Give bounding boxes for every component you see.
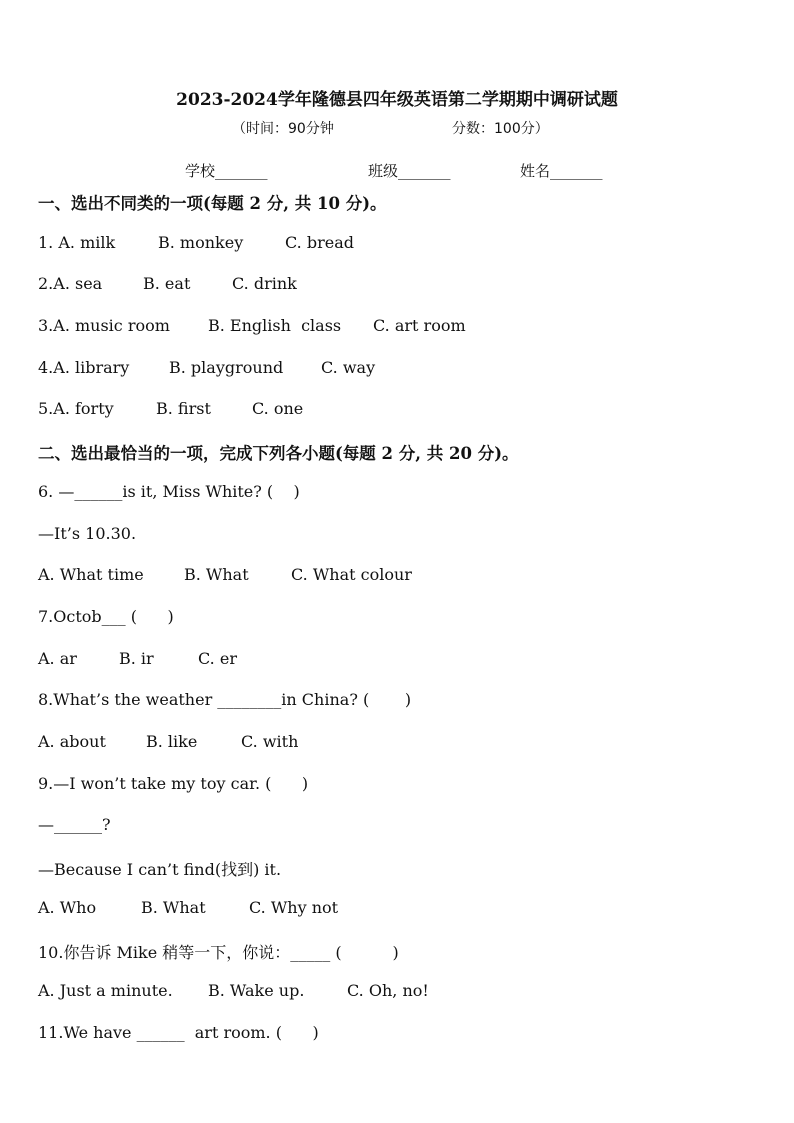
q8-option-c: C. with: [241, 732, 299, 751]
exam-score: 分数：100分）: [452, 121, 549, 137]
q9-option-b: B. What: [141, 898, 206, 917]
q8-option-b: B. like: [146, 732, 198, 751]
q3-option-c: C. art room: [373, 316, 466, 335]
q7-option-b: B. ir: [119, 649, 154, 668]
q5-option-c: C. one: [252, 399, 304, 418]
q1-option-c: C. bread: [285, 233, 354, 252]
q4-option-c: C. way: [321, 358, 376, 377]
q6-answer: —It’s 10.30.: [38, 524, 137, 543]
q9-option-c: C. Why not: [249, 898, 339, 917]
q4-option-a: 4.A. library: [38, 358, 130, 377]
q8-option-a: A. about: [38, 732, 106, 751]
q1-option-b: B. monkey: [158, 233, 244, 252]
q10-option-c: C. Oh, no!: [347, 981, 429, 1000]
school-field: 学校_______: [185, 162, 268, 180]
section1-heading: 一、选出不同类的一项(每题 2 分, 共 10 分)。: [38, 194, 387, 213]
q5-option-b: B. first: [156, 399, 211, 418]
name-field: 姓名_______: [520, 162, 603, 180]
q11-stem: 11.We have ______ art room. ( ): [38, 1023, 319, 1042]
q9-option-a: A. Who: [38, 898, 97, 917]
q10-option-a: A. Just a minute.: [38, 981, 173, 1000]
q9-line2: —______?: [38, 815, 111, 834]
q7-option-c: C. er: [198, 649, 237, 668]
q3-option-b: B. English class: [208, 316, 342, 335]
class-field: 班级_______: [368, 162, 451, 180]
q10-stem: 10.你告诉 Mike 稍等一下，你说：_____ ( ): [38, 943, 399, 962]
exam-time: （时间：90分钟: [232, 121, 334, 137]
q2-option-a: 2.A. sea: [38, 274, 103, 293]
q9-stem: 9.—I won’t take my toy car. ( ): [38, 774, 309, 793]
q3-option-a: 3.A. music room: [38, 316, 170, 335]
q7-stem: 7.Octob___ ( ): [38, 607, 174, 626]
q10-option-b: B. Wake up.: [208, 981, 305, 1000]
q8-stem: 8.What’s the weather ________in China? ( ): [38, 690, 412, 709]
section2-heading: 二、选出最恰当的一项，完成下列各小题(每题 2 分, 共 20 分)。: [38, 444, 519, 463]
q7-option-a: A. ar: [38, 649, 77, 668]
q5-option-a: 5.A. forty: [38, 399, 114, 418]
q6-stem: 6. —______is it, Miss White? ( ): [38, 482, 300, 501]
q1-option-a: 1. A. milk: [38, 233, 116, 252]
q6-option-a: A. What time: [38, 565, 144, 584]
q9-line3: —Because I can’t find(找到) it.: [38, 860, 282, 879]
page-title: 2023-2024学年隆德县四年级英语第二学期期中调研试题: [176, 90, 618, 110]
q4-option-b: B. playground: [169, 358, 284, 377]
q6-option-c: C. What colour: [291, 565, 412, 584]
q6-option-b: B. What: [184, 565, 249, 584]
q2-option-b: B. eat: [143, 274, 191, 293]
q2-option-c: C. drink: [232, 274, 297, 293]
